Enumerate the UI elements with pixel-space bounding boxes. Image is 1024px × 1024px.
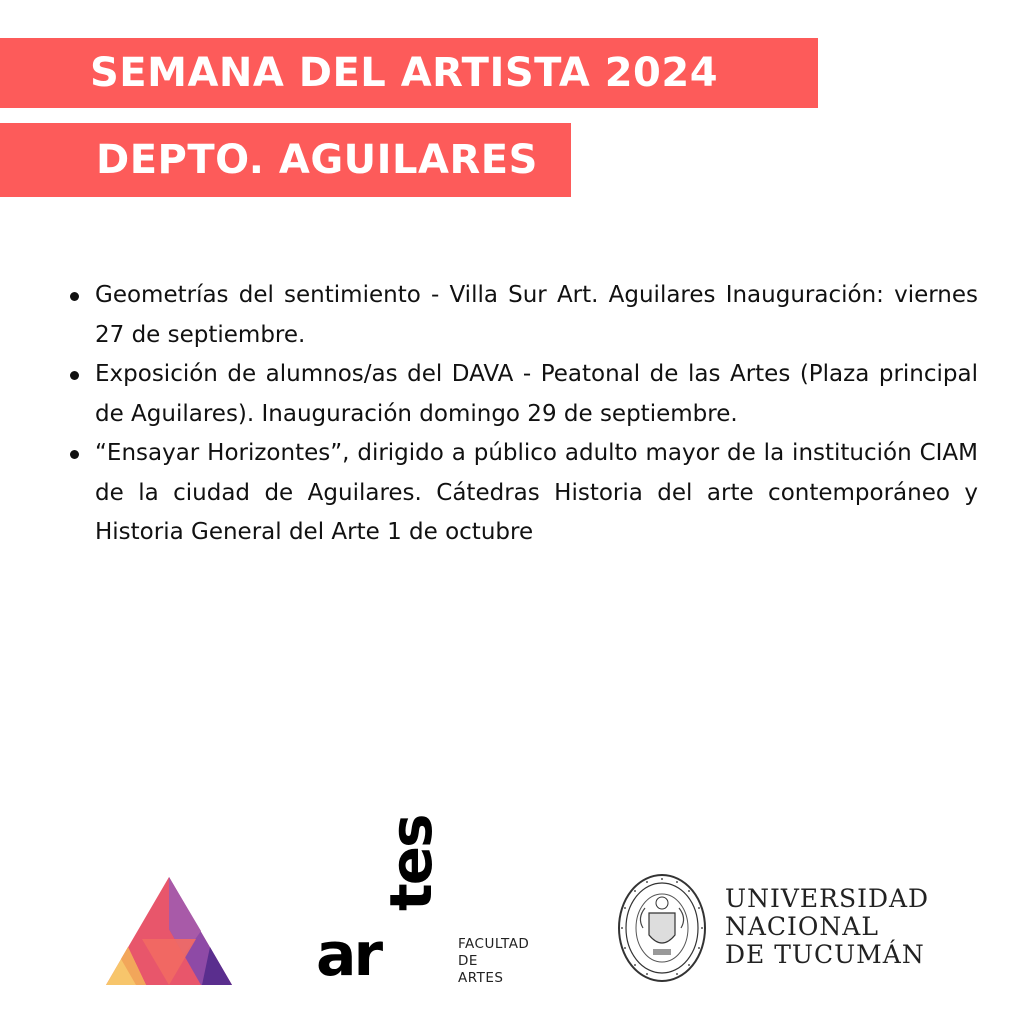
artes-caption: FACULTAD DE ARTES: [458, 936, 530, 986]
bullet-icon: [70, 292, 79, 301]
page-subtitle: DEPTO. AGUILARES: [96, 137, 538, 183]
bullet-icon: [70, 450, 79, 459]
university-seal-icon: [617, 873, 707, 983]
page-title: SEMANA DEL ARTISTA 2024: [90, 50, 719, 96]
university-name: UNIVERSIDAD NACIONAL DE TUCUMÁN: [725, 884, 930, 969]
list-item: [95, 276, 978, 355]
event-text: Geometrías del sentimiento - Villa Sur Art. Aguilares Inauguración: viernes 27 de septiembre.: [95, 282, 978, 348]
title-banner: [0, 38, 818, 108]
event-list: [95, 276, 978, 553]
event-text: Exposición de alumnos/as del DAVA - Peatonal de las Artes (Plaza principal de Aguilares). Inauguración domingo 29 de septiembre.: [95, 361, 978, 427]
list-item: [95, 434, 978, 553]
event-text: “Ensayar Horizontes”, dirigido a público adulto mayor de la institución CIAM de la ciudad de Aguilares. Cátedras Historia del arte contemporáneo y Historia General del Arte 1 de octubre: [95, 440, 978, 545]
artes-logo-ar: ar: [316, 920, 381, 990]
list-item: [95, 355, 978, 434]
subtitle-banner: [0, 123, 571, 197]
facultad-artes-logo: [316, 815, 546, 990]
triangle-logo: [106, 877, 232, 985]
bullet-icon: [70, 371, 79, 380]
artes-logo-tes: tes: [377, 815, 445, 911]
